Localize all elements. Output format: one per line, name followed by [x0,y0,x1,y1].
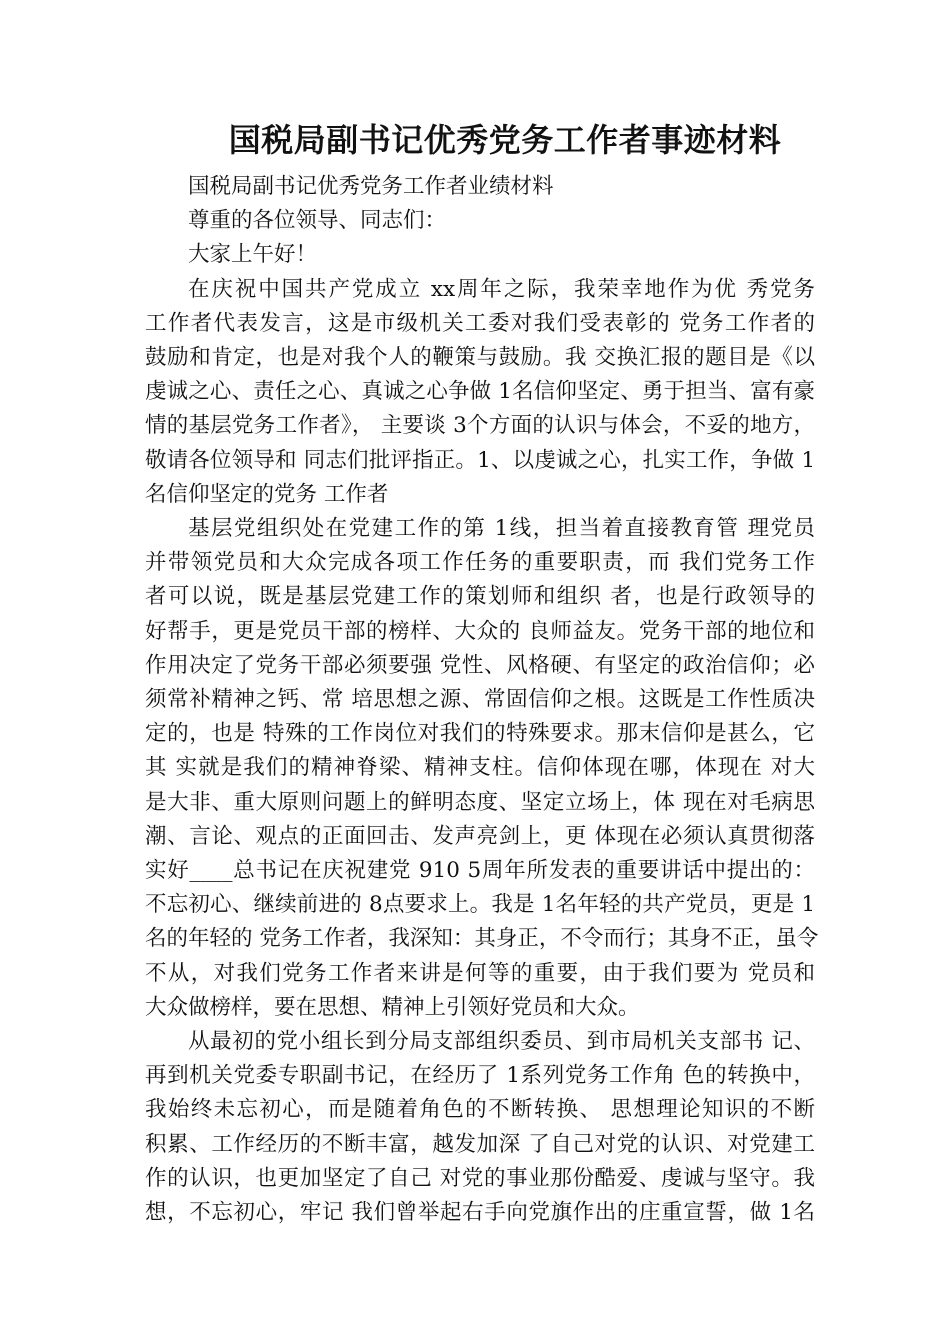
body-line: 虔诚之心、责任之心、真诚之心争做 1名信仰坚定、勇于担当、富有豪 [145,379,815,405]
body-line: 从最初的党小组长到分局支部组织委员、到市局机关支部书 记、 [188,1029,815,1054]
body-line: 敬请各位领导和 同志们批评指正。1、以虔诚之心，扎实工作，争做 1 [145,447,815,473]
body-line: 者可以说，既是基层党建工作的策划师和组织 者，也是行政领导的 [145,584,815,610]
body-line: 名的年轻的 党务工作者，我深知：其身正，不令而行；其身不正，虽令 [145,926,819,952]
body-line: 情的基层党务工作者》， 主要谈 3个方面的认识与体会，不妥的地方， [145,413,815,439]
body-line: 实好____总书记在庆祝建党 910 5周年所发表的重要讲话中提出的： [145,858,815,883]
body-line: 不从，对我们党务工作者来讲是何等的重要，由于我们要为 党员和 [145,960,815,986]
body-line: 我始终未忘初心，而是随着角色的不断转换、 思想理论知识的不断 [145,1097,815,1123]
body-line: 大家上午好！ [188,242,318,268]
body-line: 是大非、重大原则问题上的鲜明态度、坚定立场上，体 现在对毛病思 [145,789,815,815]
body-line: 作的认识，也更加坚定了自己 对党的事业那份酷爱、虔诚与坚守。我 [145,1165,815,1191]
body-line: 潮、言论、观点的正面回击、发声亮剑上，更 体现在必须认真贯彻落 [145,823,815,849]
body-line: 想，不忘初心，牢记 我们曾举起右手向党旗作出的庄重宣誓，做 1名 [145,1200,815,1225]
body-line: 定的，也是 特殊的工作岗位对我们的特殊要求。那末信仰是甚么，它 [145,721,815,747]
body-line: 须常补精神之钙、常 培思想之源、常固信仰之根。这既是工作性质决 [145,687,815,712]
body-line: 鼓励和肯定，也是对我个人的鞭策与鼓励。我 交换汇报的题目是《以 [145,345,815,370]
body-line: 积累、工作经历的不断丰富，越发加深 了自己对党的认识、对党建工 [145,1131,815,1157]
body-line: 大众做榜样，要在思想、精神上引领好党员和大众。 [145,994,640,1020]
body-line: 作用决定了党务干部必须要强 党性、风格硬、有坚定的政治信仰；必 [145,652,815,678]
document-title: 国税局副书记优秀党务工作者事迹材料 [228,121,782,159]
body-line: 国税局副书记优秀党务工作者业绩材料 [188,174,554,199]
body-line: 好帮手，更是党员干部的榜样、大众的 良师益友。党务干部的地位和 [145,618,815,644]
body-line: 名信仰坚定的党务 工作者 [145,481,389,507]
body-line: 再到机关党委专职副书记，在经历了 1系列党务工作角 色的转换中， [145,1063,815,1089]
body-line: 在庆祝中国共产党成立 xx周年之际，我荣幸地作为优 秀党务 [188,276,815,302]
body-line: 工作者代表发言，这是市级机关工委对我们受表彰的 党务工作者的 [145,310,815,336]
body-line: 其 实就是我们的精神脊梁、精神支柱。信仰体现在哪，体现在 对大 [145,755,815,781]
body-line: 尊重的各位领导、同志们： [188,208,447,234]
body-line: 并带领党员和大众完成各项工作任务的重要职责，而 我们党务工作 [145,550,815,576]
body-line: 基层党组织处在党建工作的第 1线，担当着直接教育管 理党员 [188,516,815,541]
body-line: 不忘初心、继续前进的 8点要求上。我是 1名年轻的共产党员，更是 1 [145,892,815,918]
